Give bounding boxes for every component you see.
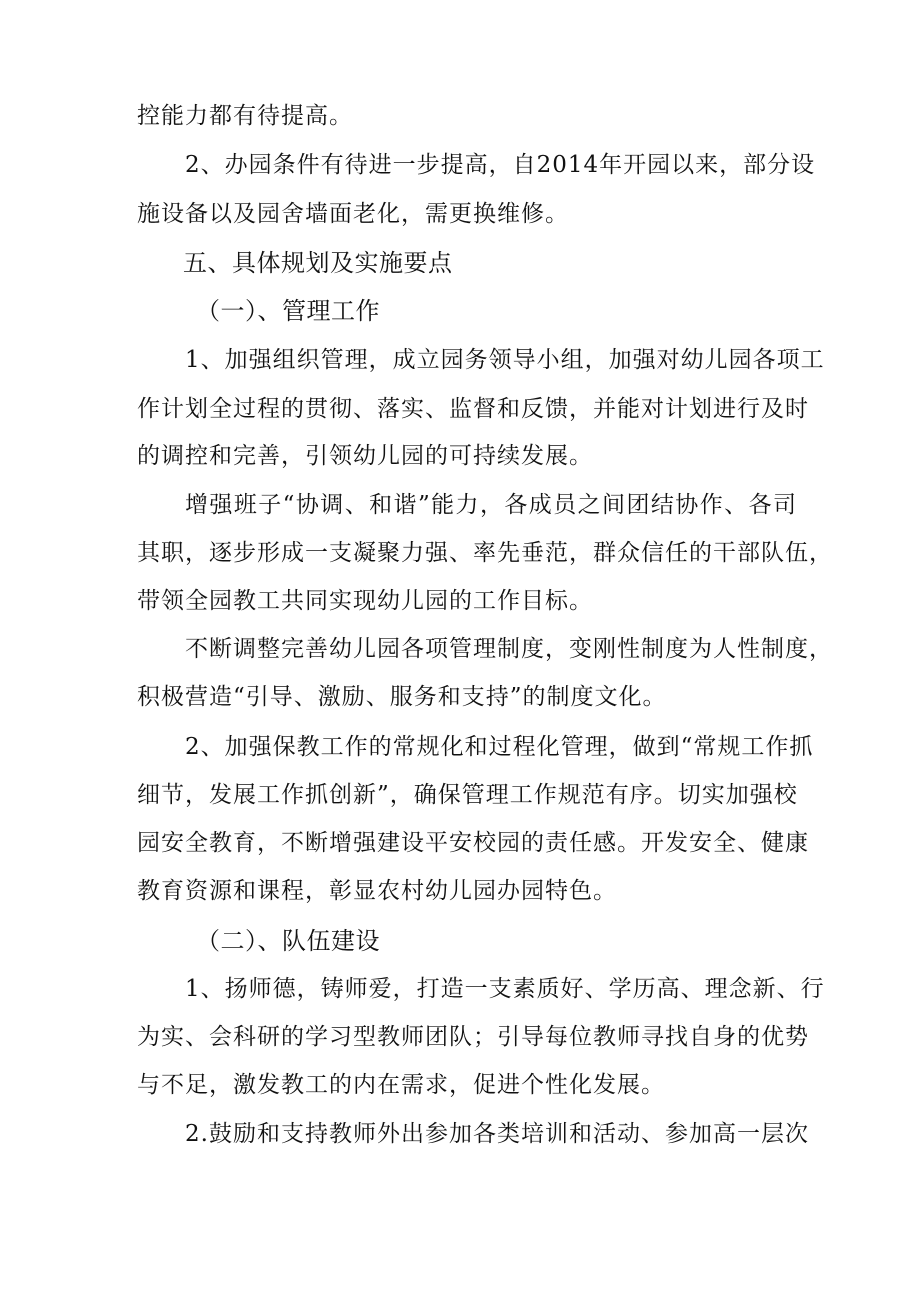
text-line: 不断调整完善幼儿园各项管理制度，变刚性制度为人性制度，: [185, 636, 833, 662]
text-line: 2、加强保教工作的常规化和过程化管理，做到“常规工作抓: [185, 734, 814, 760]
text-line: 2、办园条件有待进一步提高，自2014年开园以来，部分设: [185, 152, 816, 178]
text-line: 园安全教育，不断增强建设平安校园的责任感。开发安全、健康: [137, 830, 809, 856]
text-line: 施设备以及园舍墙面老化，需更换维修。: [137, 201, 569, 227]
section-heading: 五、具体规划及实施要点: [183, 249, 453, 277]
text-line: 控能力都有待提高。: [137, 103, 353, 129]
text-line: 的调控和完善，引领幼儿园的可持续发展。: [137, 443, 593, 469]
subsection-heading: （二）、队伍建设: [196, 927, 380, 955]
text-line: 细节，发展工作抓创新”，确保管理工作规范有序。切实加强校: [137, 782, 798, 808]
subsection-heading: （一）、管理工作: [196, 297, 380, 325]
text-line: 增强班子“协调、和谐”能力，各成员之间团结协作、各司: [185, 492, 797, 518]
text-line: 2.鼓励和支持教师外出参加各类培训和活动、参加高一层次: [185, 1121, 809, 1147]
text-line: 教育资源和课程，彰显农村幼儿园办园特色。: [137, 878, 617, 904]
text-line: 1、加强组织管理，成立园务领导小组，加强对幼儿园各项工: [185, 347, 825, 373]
text-line: 作计划全过程的贯彻、落实、监督和反馈，并能对计划进行及时: [137, 396, 809, 422]
text-line: 积极营造“引导、激励、服务和支持”的制度文化。: [137, 684, 667, 710]
text-line: 1、扬师德，铸师爱，打造一支素质好、学历高、理念新、行: [185, 976, 825, 1002]
text-line: 带领全园教工共同实现幼儿园的工作目标。: [137, 588, 593, 614]
text-line: 与不足，激发教工的内在需求，促进个性化发展。: [137, 1072, 665, 1098]
text-line: 其职，逐步形成一支凝聚力强、率先垂范，群众信任的干部队伍，: [137, 540, 833, 566]
text-line: 为实、会科研的学习型教师团队；引导每位教师寻找自身的优势: [137, 1024, 809, 1050]
